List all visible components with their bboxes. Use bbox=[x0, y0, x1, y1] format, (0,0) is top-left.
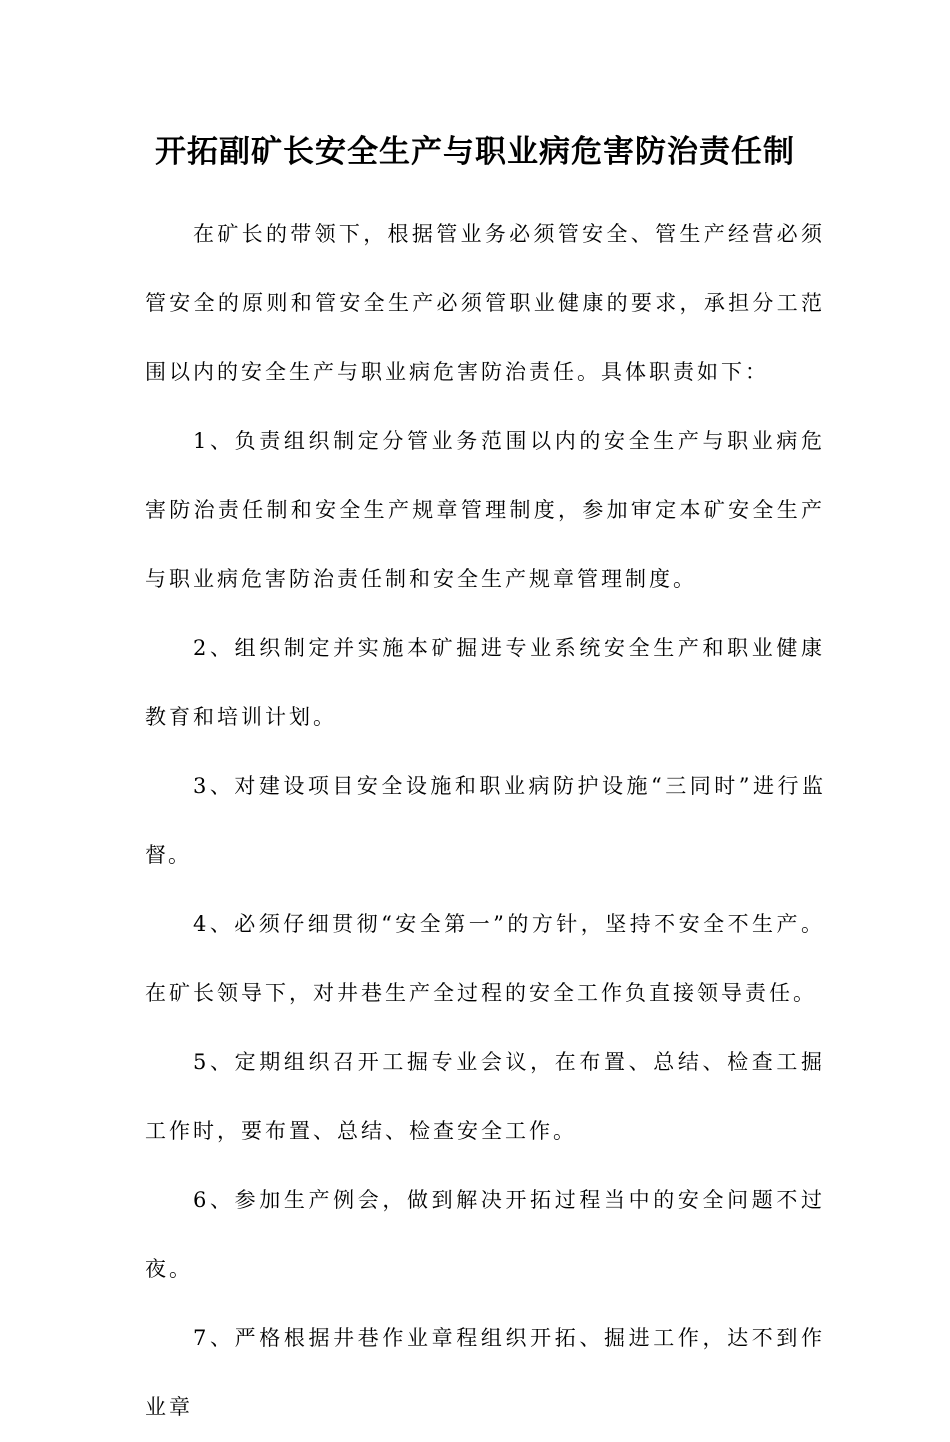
paragraph-intro: 在矿长的带领下，根据管业务必须管安全、管生产经营必须管安全的原则和管安全生产必须管职业健康的要求，承担分工范围以内的安全生产与职业病危害防治责任。具体职责如下： bbox=[145, 222, 825, 384]
document-title: 开拓副矿长安全生产与职业病危害防治责任制 bbox=[155, 134, 795, 170]
paragraph-item-1: 1、负责组织制定分管业务范围以内的安全生产与职业病危害防治责任制和安全生产规章管理制度，参加审定本矿安全生产与职业病危害防治责任制和安全生产规章管理制度。 bbox=[145, 429, 825, 591]
paragraph-item-3: 3、对建设项目安全设施和职业病防护设施“三同时”进行监督。 bbox=[145, 774, 825, 867]
document-body bbox=[145, 200, 825, 1442]
paragraph-item-7: 7、严格根据井巷作业章程组织开拓、掘进工作，达不到作业章 bbox=[145, 1326, 825, 1419]
paragraph-item-2: 2、组织制定并实施本矿掘进专业系统安全生产和职业健康教育和培训计划。 bbox=[145, 636, 825, 729]
paragraph-item-4: 4、必须仔细贯彻“安全第一”的方针，坚持不安全不生产。在矿长领导下，对井巷生产全过程的安全工作负直接领导责任。 bbox=[145, 912, 825, 1005]
paragraph-item-6: 6、参加生产例会，做到解决开拓过程当中的安全问题不过夜。 bbox=[145, 1188, 825, 1281]
paragraph-item-5: 5、定期组织召开工掘专业会议，在布置、总结、检查工掘工作时，要布置、总结、检查安全工作。 bbox=[145, 1050, 825, 1143]
